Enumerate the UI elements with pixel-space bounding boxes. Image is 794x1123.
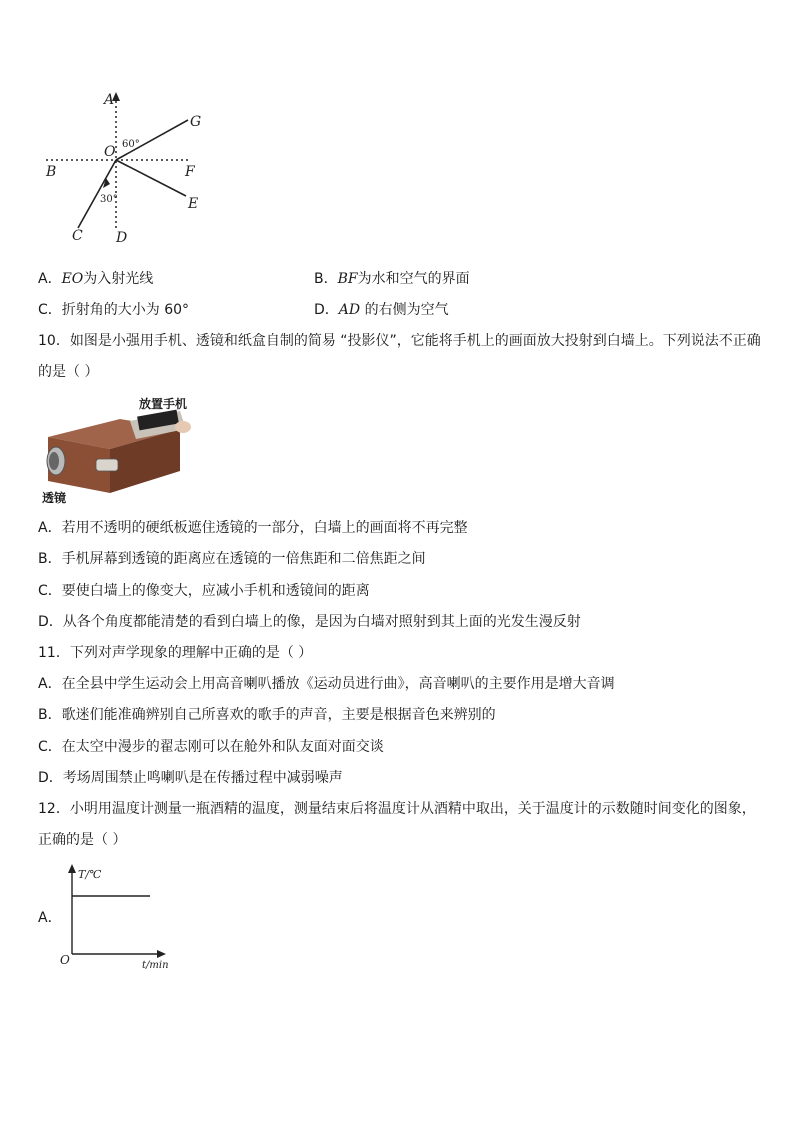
q12-stem-line2: 正确的是（ ）: [38, 832, 127, 848]
q10-option-a: A．若用不透明的硬纸板遮住透镜的一部分，白墙上的画面将不再完整: [38, 520, 468, 536]
q10-stem-line2: 的是（ ）: [38, 364, 99, 380]
label-e: E: [188, 196, 199, 212]
refraction-diagram: [40, 88, 220, 248]
q12-option-a-label: A．: [38, 910, 62, 926]
label-f: F: [185, 164, 195, 180]
q10-option-d: D．从各个角度都能清楚的看到白墙上的像，是因为白墙对照射到其上面的光发生漫反射: [38, 614, 581, 630]
q9-option-d: D．AD 的右侧为空气: [314, 302, 449, 318]
angle-60: 60°: [122, 139, 140, 150]
q10-stem-line1: 10．如图是小强用手机、透镜和纸盒自制的简易 “投影仪”，它能将手机上的画面放大投射到白墙上。下列说法不正确: [38, 333, 761, 349]
temperature-graph-a: [56, 860, 176, 972]
label-o: O: [104, 144, 116, 160]
q10-option-b: B．手机屏幕到透镜的距离应在透镜的一倍焦距和二倍焦距之间: [38, 551, 426, 567]
label-b: B: [46, 164, 57, 180]
q11-stem: 11．下列对声学现象的理解中正确的是（ ）: [38, 645, 313, 661]
q9-option-c: C．折射角的大小为 60°: [38, 302, 190, 318]
ray-oe: [116, 160, 186, 196]
projector-label-phone: 放置手机: [139, 397, 188, 411]
q9-option-b: B．BF为水和空气的界面: [314, 271, 470, 287]
label-d: D: [116, 230, 128, 246]
projector-label-lens: 透镜: [42, 491, 67, 505]
q10-option-c: C．要使白墙上的像变大，应减小手机和透镜间的距离: [38, 583, 370, 599]
q11-option-c: C．在太空中漫步的翟志刚可以在舱外和队友面对面交谈: [38, 739, 384, 755]
q12-stem-line1: 12．小明用温度计测量一瓶酒精的温度，测量结束后将温度计从酒精中取出，关于温度计的示数随时间变化的图象，: [38, 801, 756, 817]
q11-option-a: A．在全县中学生运动会上用高音喇叭播放《运动员进行曲》，高音喇叭的主要作用是增大音调: [38, 676, 615, 692]
angle-30: 30°: [100, 194, 118, 205]
x-axis-label: t/min: [142, 960, 169, 971]
y-axis-arrow: [68, 864, 76, 873]
label-a: A: [104, 92, 115, 108]
origin-label: O: [60, 953, 70, 967]
label-g: G: [190, 114, 202, 130]
x-axis-arrow: [157, 950, 166, 958]
y-axis-label: T/℃: [78, 868, 102, 881]
q11-option-d: D．考场周围禁止鸣喇叭是在传播过程中减弱噪声: [38, 770, 343, 786]
q9-option-a: A．EO为入射光线: [38, 271, 154, 287]
label-c: C: [72, 228, 83, 244]
q11-option-b: B．歌迷们能准确辨别自己所喜欢的歌手的声音，主要是根据音色来辨别的: [38, 707, 496, 723]
